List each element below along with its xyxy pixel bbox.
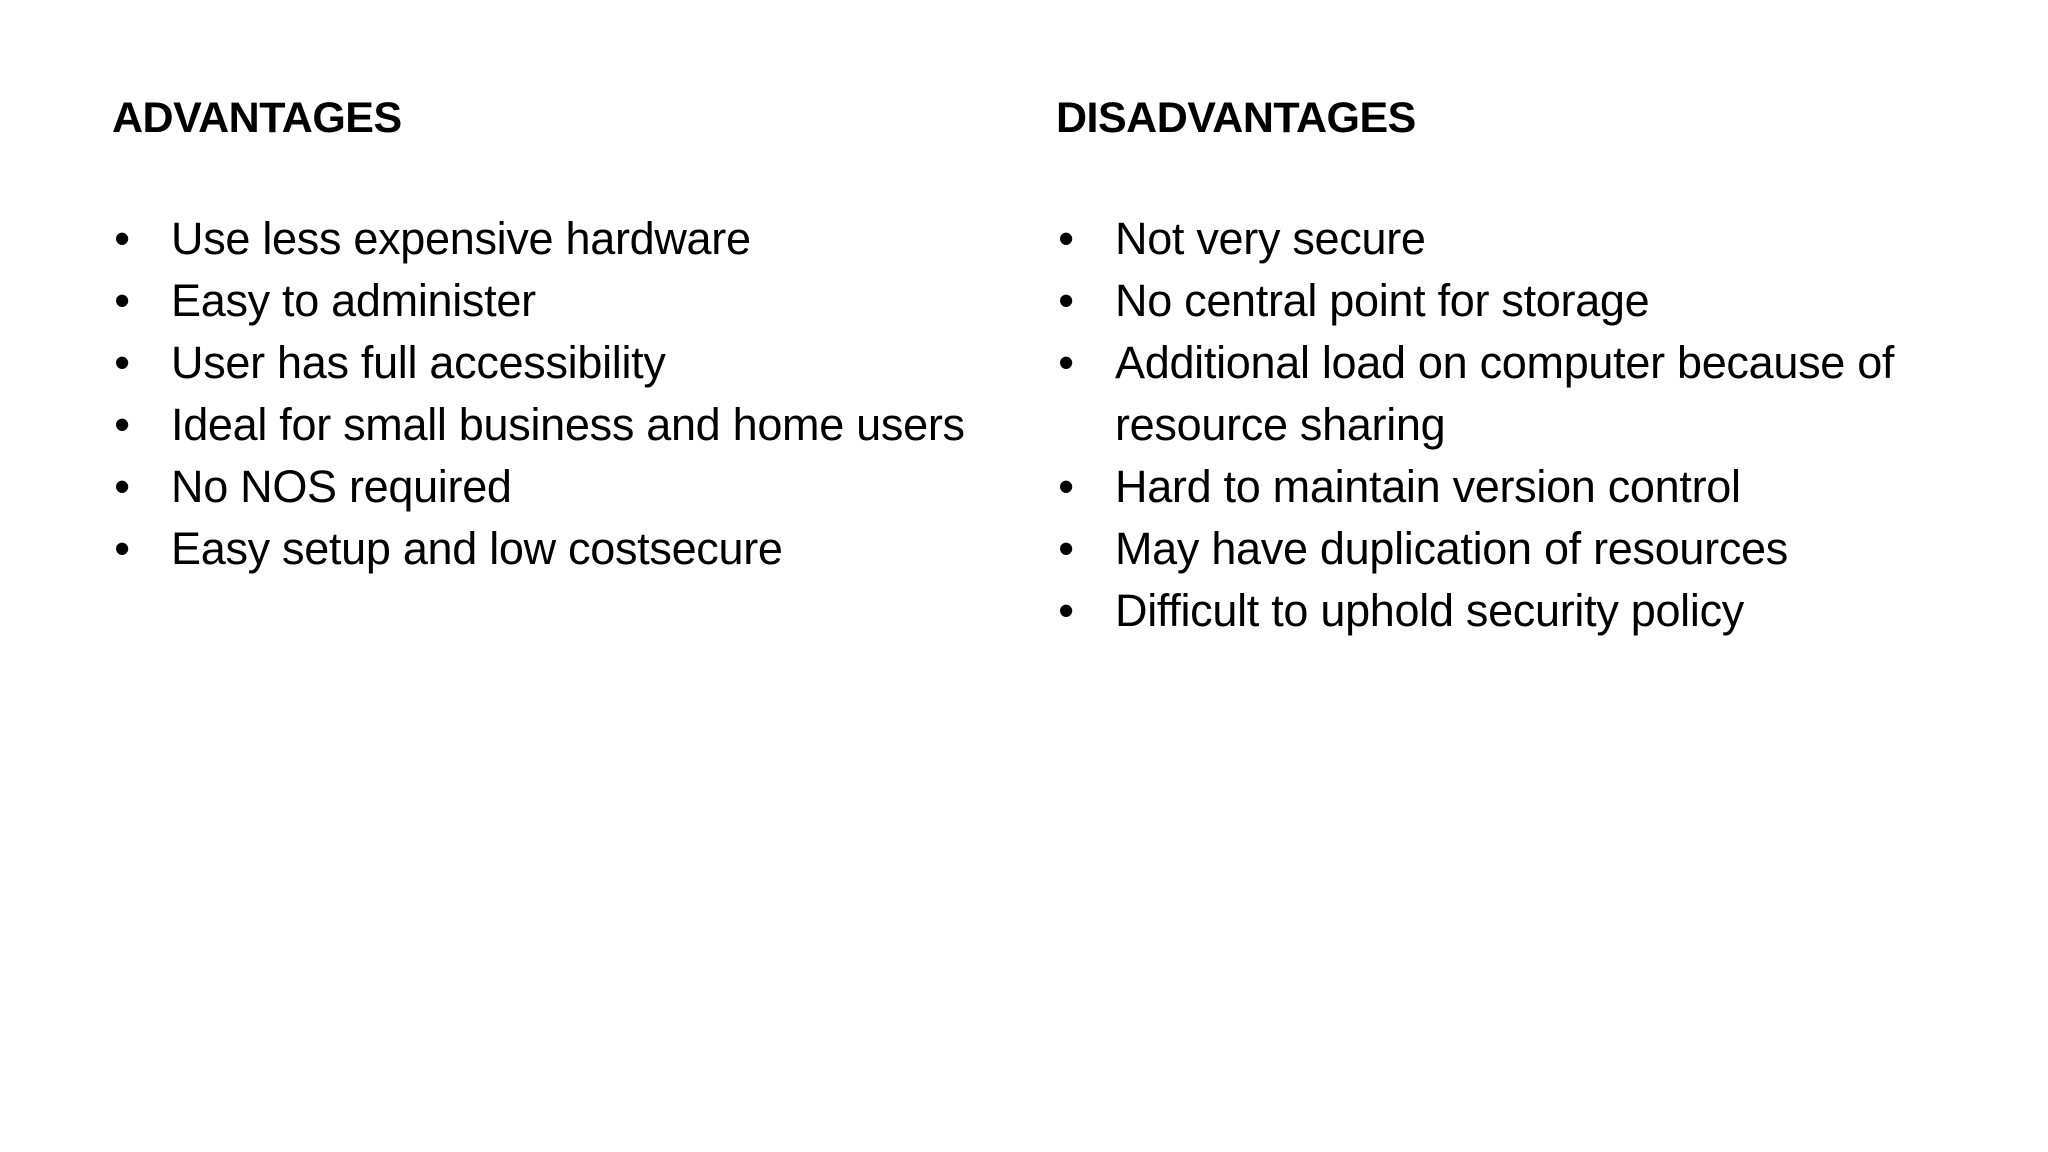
list-item: • Hard to maintain version control xyxy=(1056,456,1986,518)
bullet-icon: • xyxy=(114,461,130,512)
bullet-icon: • xyxy=(114,523,130,574)
bullet-icon: • xyxy=(114,399,130,450)
advantages-column xyxy=(112,90,1042,580)
bullet-icon: • xyxy=(1058,585,1074,636)
list-item: • May have duplication of resources xyxy=(1056,518,1986,580)
bullet-icon: • xyxy=(1058,213,1074,264)
disadvantages-column xyxy=(1056,90,1986,642)
bullet-icon: • xyxy=(1058,523,1074,574)
list-item: • Difficult to uphold security policy xyxy=(1056,580,1986,642)
list-item: • Easy setup and low costsecure xyxy=(112,518,1042,580)
bullet-icon: • xyxy=(1058,275,1074,326)
list-item: • Easy to administer xyxy=(112,270,1042,332)
list-item: • Not very secure xyxy=(1056,208,1986,270)
bullet-icon: • xyxy=(114,213,130,264)
list-item: • Ideal for small business and home users xyxy=(112,394,1042,456)
list-item: • Use less expensive hardware xyxy=(112,208,1042,270)
list-item: • No NOS required xyxy=(112,456,1042,518)
bullet-icon: • xyxy=(1058,337,1074,388)
bullet-icon: • xyxy=(114,337,130,388)
bullet-icon: • xyxy=(1058,461,1074,512)
advantages-heading: ADVANTAGES xyxy=(112,94,402,142)
list-item: • Additional load on computer because of resource sharing xyxy=(1056,332,1986,456)
bullet-icon: • xyxy=(114,275,130,326)
disadvantages-heading: DISADVANTAGES xyxy=(1056,94,1416,142)
advantages-list xyxy=(112,208,1042,580)
list-item: • User has full accessibility xyxy=(112,332,1042,394)
list-item: • No central point for storage xyxy=(1056,270,1986,332)
disadvantages-list xyxy=(1056,208,1986,642)
